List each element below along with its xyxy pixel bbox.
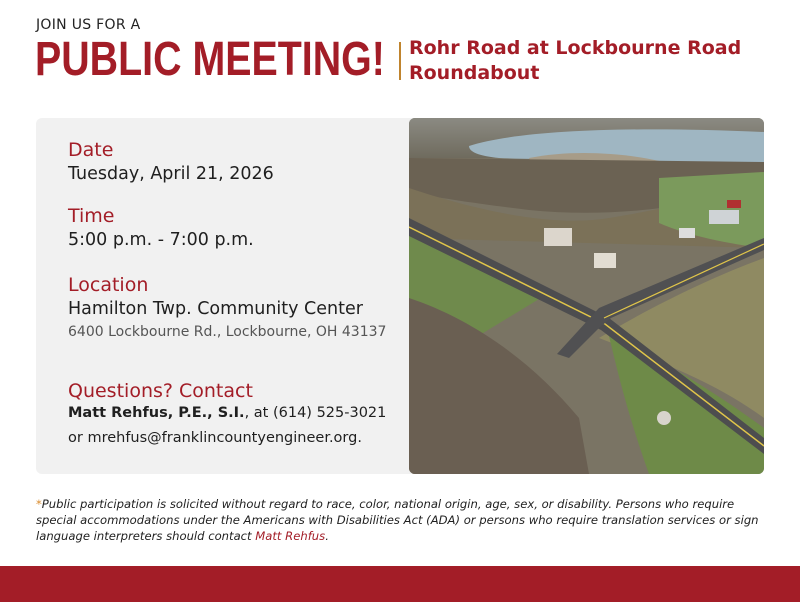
date-label: Date <box>68 139 114 161</box>
contact-name: Matt Rehfus, P.E., S.I. <box>68 405 245 421</box>
questions-label: Questions? Contact <box>68 380 253 402</box>
location-address: 6400 Lockbourne Rd., Lockbourne, OH 43137 <box>68 324 387 340</box>
time-label: Time <box>68 205 115 227</box>
location-label: Location <box>68 274 149 296</box>
asterisk-marker: * <box>36 497 42 511</box>
kicker-text: JOIN US FOR A <box>36 17 141 33</box>
location-name: Hamilton Twp. Community Center <box>68 299 363 319</box>
aerial-intersection-photo <box>409 118 764 474</box>
page-title: PUBLIC MEETING! <box>35 33 385 86</box>
time-value: 5:00 p.m. - 7:00 p.m. <box>68 230 254 250</box>
footer-bar <box>0 566 800 602</box>
contact-phone: , at (614) 525-3021 <box>244 405 387 421</box>
disclaimer-body: Public participation is solicited without regard to race, color, national origin, age, sex, or disability. Persons who require special accommodations under the Americans with Disabilities Act (ADA) or persons who require translation services or sign language interpreters should contact <box>36 497 759 543</box>
contact-line-1 <box>68 401 386 426</box>
contact-email[interactable]: or mrehfus@franklincountyengineer.org. <box>68 430 362 446</box>
title-divider <box>399 42 401 80</box>
contact-link[interactable]: Matt Rehfus <box>255 529 326 543</box>
disclaimer-text <box>36 496 771 544</box>
subtitle-line-2: Roundabout <box>409 62 540 84</box>
disclaimer-end: . <box>325 529 329 543</box>
project-subtitle <box>409 36 741 86</box>
subtitle-line-1: Rohr Road at Lockbourne Road <box>409 37 742 59</box>
date-value: Tuesday, April 21, 2026 <box>68 164 274 184</box>
